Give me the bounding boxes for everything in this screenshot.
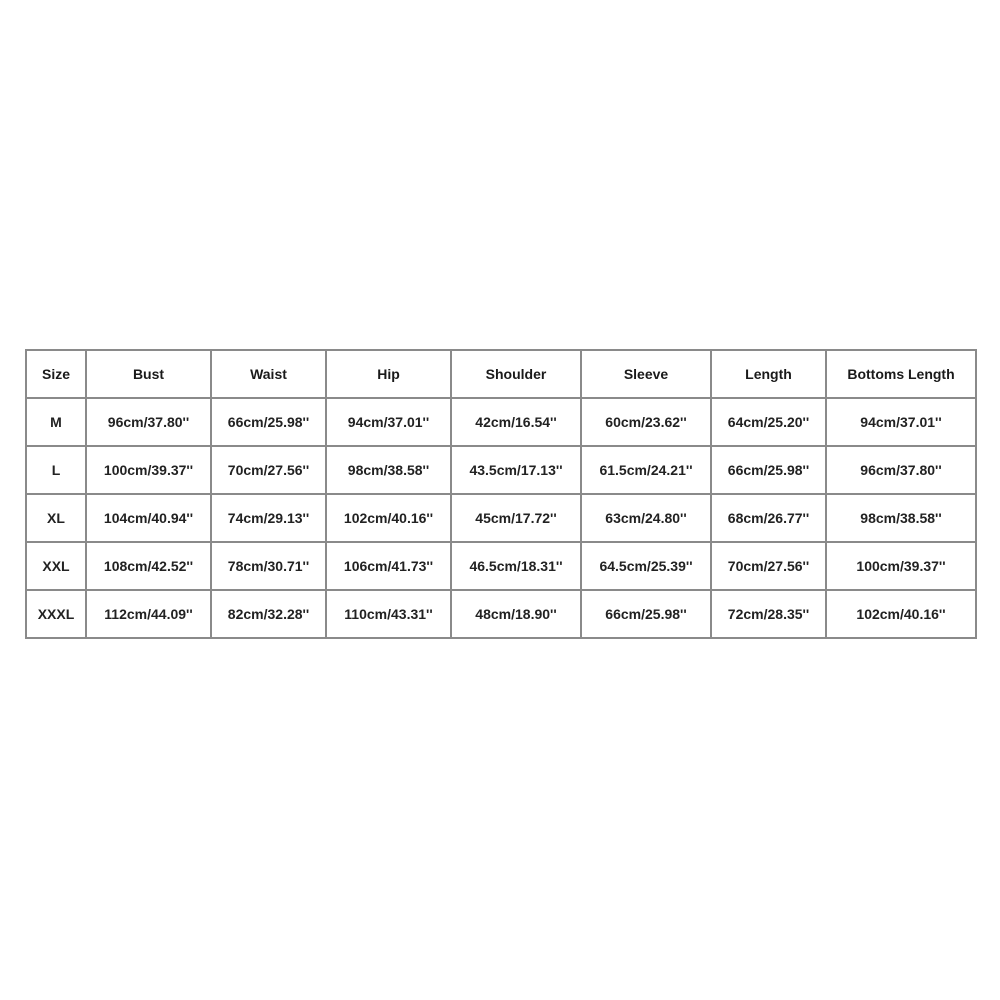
- cell-waist: 78cm/30.71'': [211, 542, 326, 590]
- cell-bottoms-length: 98cm/38.58'': [826, 494, 976, 542]
- cell-bottoms-length: 100cm/39.37'': [826, 542, 976, 590]
- cell-waist: 82cm/32.28'': [211, 590, 326, 638]
- cell-length: 72cm/28.35'': [711, 590, 826, 638]
- cell-sleeve: 60cm/23.62'': [581, 398, 711, 446]
- header-sleeve: Sleeve: [581, 350, 711, 398]
- cell-shoulder: 45cm/17.72'': [451, 494, 581, 542]
- cell-length: 64cm/25.20'': [711, 398, 826, 446]
- cell-sleeve: 64.5cm/25.39'': [581, 542, 711, 590]
- cell-length: 70cm/27.56'': [711, 542, 826, 590]
- cell-sleeve: 66cm/25.98'': [581, 590, 711, 638]
- table-row-xxl: [26, 542, 976, 590]
- table-row-m: [26, 398, 976, 446]
- cell-hip: 102cm/40.16'': [326, 494, 451, 542]
- cell-waist: 66cm/25.98'': [211, 398, 326, 446]
- cell-hip: 110cm/43.31'': [326, 590, 451, 638]
- table-row-xl: [26, 494, 976, 542]
- cell-hip: 94cm/37.01'': [326, 398, 451, 446]
- cell-hip: 98cm/38.58'': [326, 446, 451, 494]
- cell-bust: 100cm/39.37'': [86, 446, 211, 494]
- table-row-l: [26, 446, 976, 494]
- cell-size: XXL: [26, 542, 86, 590]
- cell-waist: 70cm/27.56'': [211, 446, 326, 494]
- cell-bust: 104cm/40.94'': [86, 494, 211, 542]
- cell-shoulder: 43.5cm/17.13'': [451, 446, 581, 494]
- cell-bottoms-length: 96cm/37.80'': [826, 446, 976, 494]
- header-row: [26, 350, 976, 398]
- header-shoulder: Shoulder: [451, 350, 581, 398]
- cell-bottoms-length: 94cm/37.01'': [826, 398, 976, 446]
- cell-bottoms-length: 102cm/40.16'': [826, 590, 976, 638]
- cell-size: M: [26, 398, 86, 446]
- cell-shoulder: 46.5cm/18.31'': [451, 542, 581, 590]
- cell-shoulder: 48cm/18.90'': [451, 590, 581, 638]
- cell-bust: 108cm/42.52'': [86, 542, 211, 590]
- cell-length: 66cm/25.98'': [711, 446, 826, 494]
- cell-size: L: [26, 446, 86, 494]
- size-chart-table: [25, 349, 977, 639]
- header-bottoms-length: Bottoms Length: [826, 350, 976, 398]
- cell-bust: 96cm/37.80'': [86, 398, 211, 446]
- header-size: Size: [26, 350, 86, 398]
- header-bust: Bust: [86, 350, 211, 398]
- header-hip: Hip: [326, 350, 451, 398]
- table-row-xxxl: [26, 590, 976, 638]
- cell-sleeve: 63cm/24.80'': [581, 494, 711, 542]
- cell-sleeve: 61.5cm/24.21'': [581, 446, 711, 494]
- cell-size: XL: [26, 494, 86, 542]
- cell-bust: 112cm/44.09'': [86, 590, 211, 638]
- header-waist: Waist: [211, 350, 326, 398]
- header-length: Length: [711, 350, 826, 398]
- cell-length: 68cm/26.77'': [711, 494, 826, 542]
- cell-shoulder: 42cm/16.54'': [451, 398, 581, 446]
- cell-waist: 74cm/29.13'': [211, 494, 326, 542]
- cell-hip: 106cm/41.73'': [326, 542, 451, 590]
- cell-size: XXXL: [26, 590, 86, 638]
